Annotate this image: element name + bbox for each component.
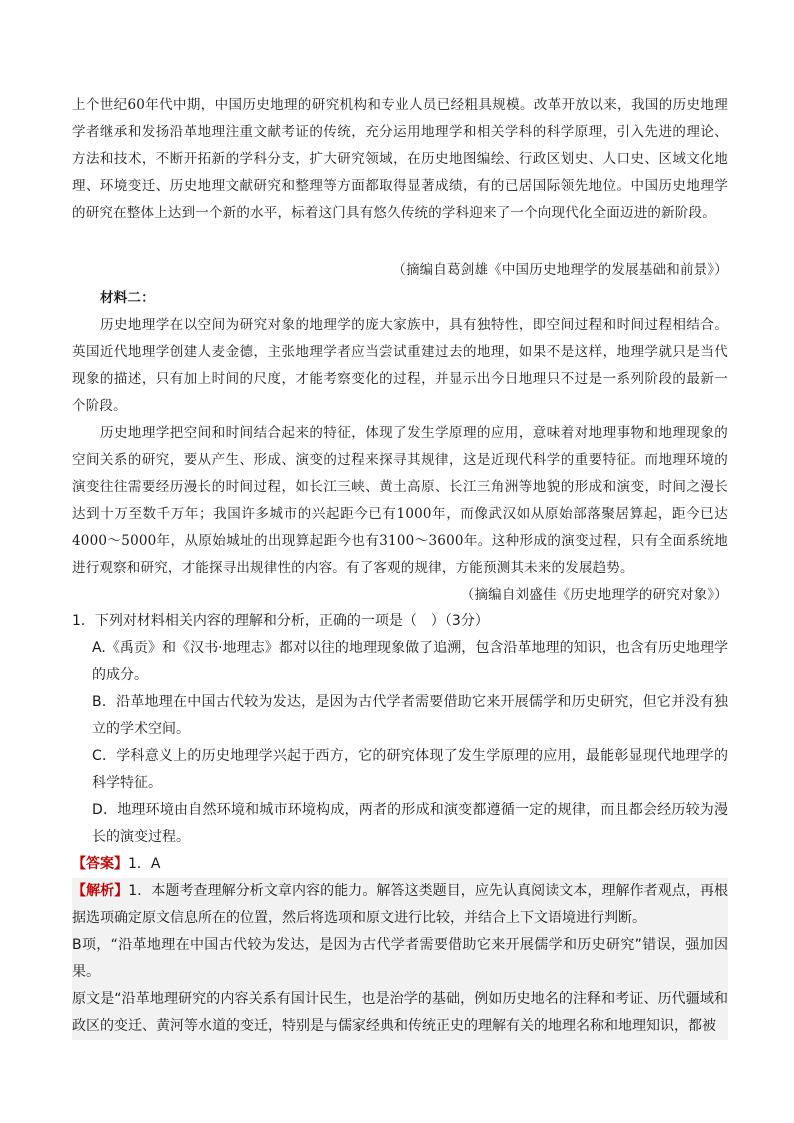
answer-text: 1．A: [128, 856, 161, 872]
material-2-paragraph-2: 历史地理学把空间和时间结合起来的特征，体现了发生学原理的应用，意味着对地理事物和地理现象的空间关系的研究，要从产生、形成、演变的过程来探寻其规律，这是近现代科学的重要特征。而地理环境的演变往往需要经历漫长的时间过程，如长江三峡、黄土高原、长江三角洲等地貌的形成和演变，时间之漫长达到十万至数千万年；我国许多城市的兴起距今已有1000年，而像武汉如从原始部落聚居算起，距今已达4000～5000年，从原始城址的出现算起距今也有3100～3600年。这种形成的演变过程，只有全面系统地进行观察和研究，才能探寻出规律性的内容。有了客观的规律，方能预测其未来的发展趋势。: [72, 425, 728, 576]
question-stem: 1．下列对材料相关内容的理解和分析，正确的一项是（ ）（3分）: [72, 613, 489, 629]
option-a: A.《禹贡》和《汉书·地理志》都对以往的地理现象做了追溯，包含沿革地理的知识，也含有历史地理学的成分。: [92, 640, 728, 683]
material-2-source: （摘编自刘盛佳《历史地理学的研究对象》）: [460, 587, 728, 603]
answer-tag: 【答案】: [72, 856, 128, 872]
analysis-line-3: 原文是“沿革地理研究的内容关系有国计民生，也是治学的基础，例如历史地名的注释和考证、历代疆域和政区的变迁、黄河等水道的变迁，特别是与儒家经典和传统正史的理解有关的地理名称和地理知识，都被: [72, 991, 728, 1034]
answer-row: [72, 851, 728, 878]
analysis-first: [72, 878, 728, 932]
analysis-line-2: B项，“沿革地理在中国古代较为发达，是因为古代学者需要借助它来开展儒学和历史研究”错误，强加因果。: [72, 937, 728, 980]
material-1-paragraph: 上个世纪60年代中期，中国历史地理的研究机构和专业人员已经粗具规模。改革开放以来，我国的历史地理学者继承和发扬沿革地理注重文献考证的传统，充分运用地理学和相关学科的科学原理，引入先进的理论、方法和技术，不断开拓新的学科分支，扩大研究领域，在历史地图编绘、行政区划史、人口史、区域文化地理、环境变迁、历史地理文献研究和整理等方面都取得显著成绩，有的已居国际领先地位。中国历史地理学的研究在整体上达到一个新的水平，标着这门具有悠久传统的学科迎来了一个向现代化全面迈进的新阶段。: [72, 97, 728, 221]
analysis-tag: 【解析】: [72, 883, 129, 899]
material-2-paragraph-1: 历史地理学在以空间为研究对象的地理学的庞大家族中，具有独特性，即空间过程和时间过程相结合。英国近代地理学创建人麦金德，主张地理学者应当尝试重建过去的地理，如果不是这样，地理学就只是当代现象的描述，只有加上时间的尺度，才能考察变化的过程，并显示出今日地理只不过是一系列阶段的最新一个阶段。: [72, 317, 728, 414]
option-b: B．沿革地理在中国古代较为发达，是因为古代学者需要借助它来开展儒学和历史研究，但它并没有独立的学术空间。: [92, 694, 728, 737]
material-2-heading: 材料二：: [100, 290, 155, 306]
analysis-first-text: 1．本题考查理解分析文章内容的能力。解答这类题目，应先认真阅读文本，理解作者观点，再根据选项确定原文信息所在的位置，然后将选项和原文进行比较，并结合上下文语境进行判断。: [72, 883, 729, 926]
material-1-source: （摘编自葛剑雄《中国历史地理学的发展基础和前景》）: [392, 262, 728, 278]
material-2: [72, 285, 728, 609]
analysis-block: [72, 878, 728, 1040]
option-d: D．地理环境由自然环境和城市环境构成，两者的形成和演变都遵循一定的规律，而且都会经历较为漫长的演变过程。: [92, 802, 728, 845]
material-1: [72, 92, 728, 227]
question-1: [72, 608, 728, 1040]
option-c: C．学科意义上的历史地理学兴起于西方，它的研究体现了发生学原理的应用，最能彰显现代地理学的科学特征。: [92, 748, 728, 791]
